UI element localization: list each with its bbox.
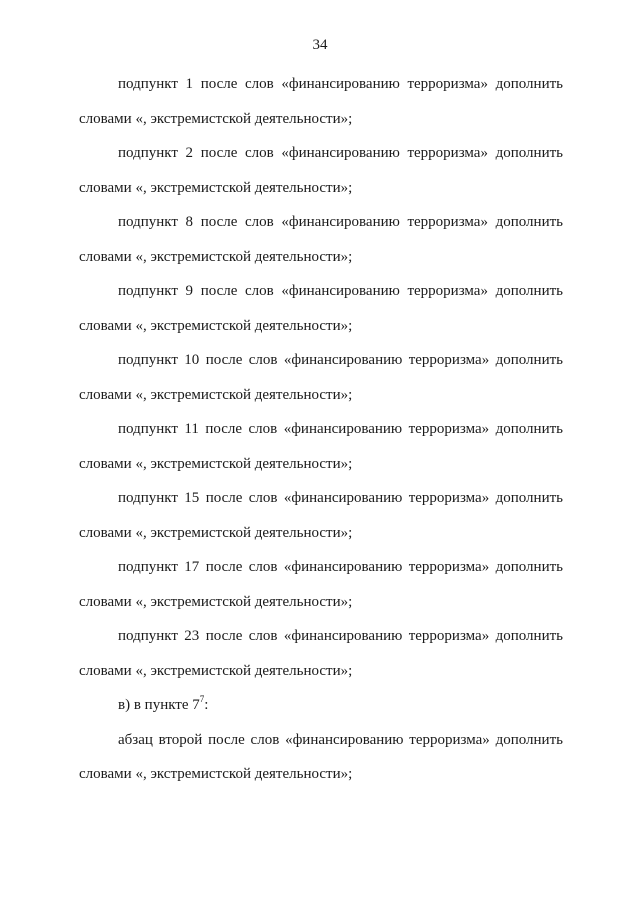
paragraph-line: подпункт 17 после слов «финансированию терроризма» дополнить [118,559,563,575]
paragraph-line: подпункт 2 после слов «финансированию терроризма» дополнить [118,145,563,161]
page-number: 34 [312,37,328,53]
paragraph-line: словами «, экстремистской деятельности»; [79,248,353,265]
paragraph-line: подпункт 15 после слов «финансированию терроризма» дополнить [118,490,563,506]
paragraph-subitem-23 [79,624,563,693]
paragraph-line: подпункт 23 после слов «финансированию терроризма» дополнить [118,628,563,644]
paragraph-second-abzac [79,728,563,797]
paragraph-line: словами «, экстремистской деятельности»; [79,179,353,196]
paragraph-subitem-1 [79,72,563,141]
paragraph-line: словами «, экстремистской деятельности»; [79,593,353,610]
paragraph-line: подпункт 10 после слов «финансированию терроризма» дополнить [118,352,563,368]
paragraph-line: абзац второй после слов «финансированию терроризма» дополнить [118,731,563,748]
paragraph-line: подпункт 9 после слов «финансированию терроризма» дополнить [118,283,563,299]
clause-heading [79,693,563,728]
paragraph-subitem-9 [79,279,563,348]
paragraph-line: словами «, экстремистской деятельности»; [79,110,353,127]
paragraph-subitem-15 [79,486,563,555]
paragraph-line: словами «, экстремистской деятельности»; [79,455,353,472]
document-body [79,72,563,797]
paragraph-line: словами «, экстремистской деятельности»; [79,317,353,334]
clause-heading-text: в) в пункте 7 [118,697,200,713]
paragraph-line: словами «, экстремистской деятельности»; [79,386,353,403]
paragraph-subitem-10 [79,348,563,417]
paragraph-line: подпункт 8 после слов «финансированию терроризма» дополнить [118,214,563,230]
paragraph-line: словами «, экстремистской деятельности»; [79,524,353,541]
paragraph-subitem-8 [79,210,563,279]
paragraph-line: словами «, экстремистской деятельности»; [79,662,353,679]
clause-heading-suffix: : [204,697,209,713]
paragraph-heading-clause-7 [79,693,563,728]
paragraph-line: подпункт 11 после слов «финансированию терроризма» дополнить [118,421,563,437]
clause-superscript: 7 [199,694,205,704]
paragraph-subitem-17 [79,555,563,624]
paragraph-line: словами «, экстремистской деятельности»; [79,766,353,782]
paragraph-subitem-2 [79,141,563,210]
paragraph-line: подпункт 1 после слов «финансированию терроризма» дополнить [118,76,563,92]
paragraph-subitem-11 [79,417,563,486]
